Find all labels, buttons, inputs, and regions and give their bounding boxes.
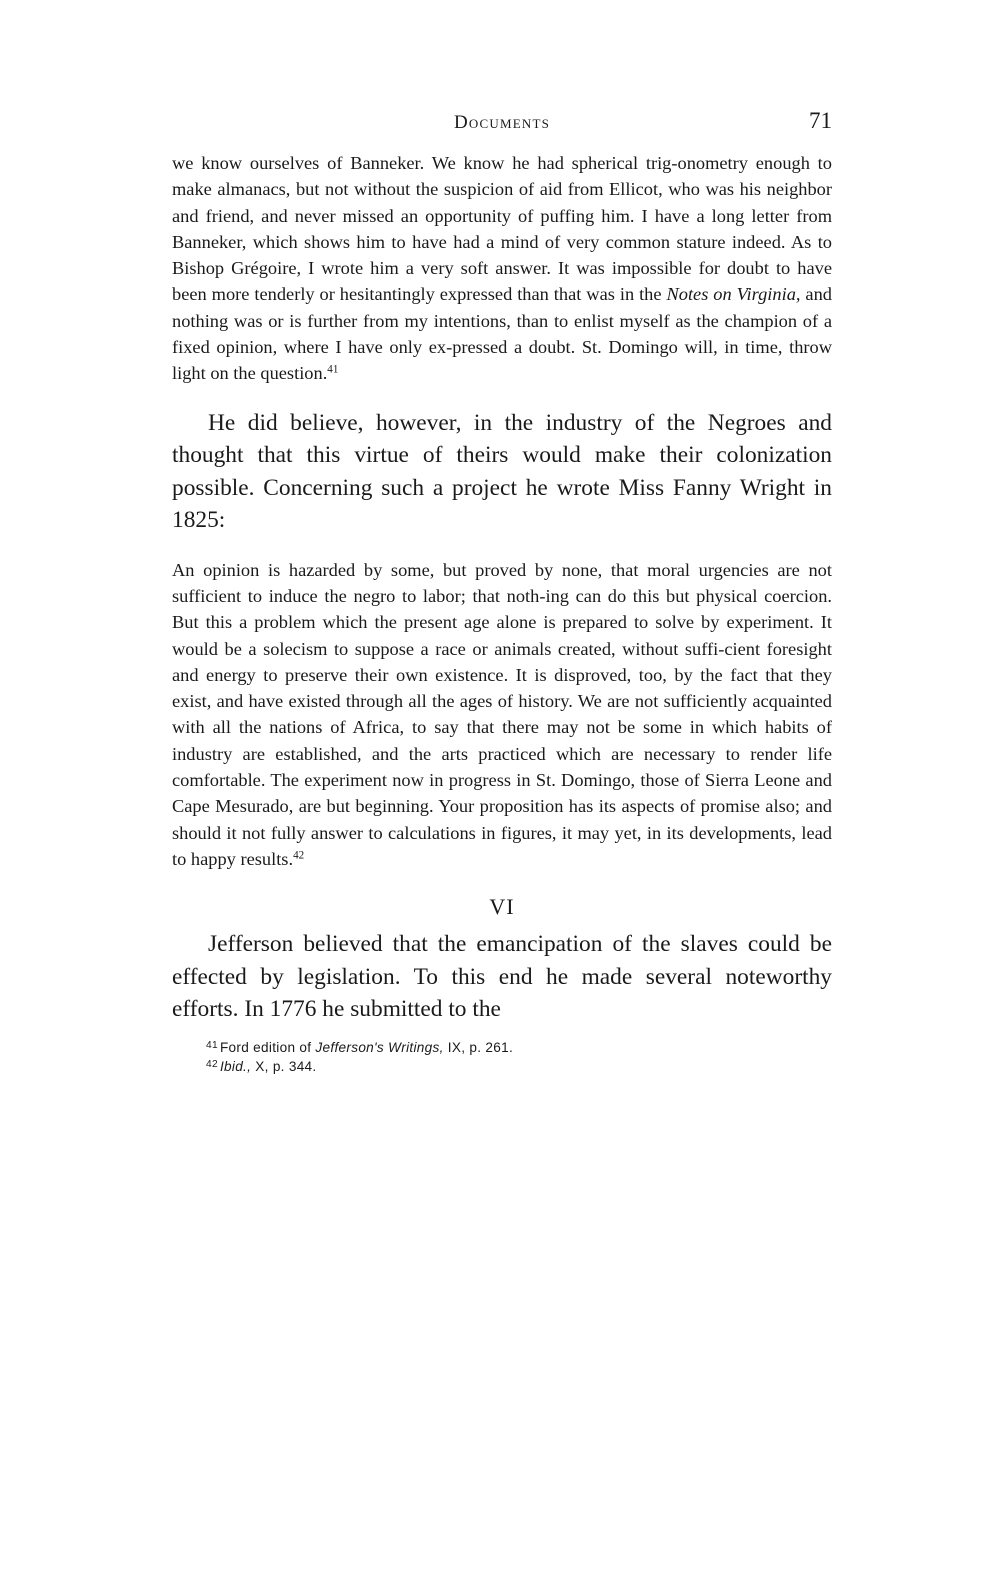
page-number: 71 — [809, 108, 832, 133]
block-quote-fanny-wright — [172, 557, 832, 873]
quote-italic-title: Notes on Virginia, — [666, 284, 801, 305]
document-page — [172, 108, 832, 1076]
body-paragraph-industry: He did believe, however, in the industry of the Negroes and thought that this virtue of theirs would make their colonization possible. Concerning such a project he wrote Miss Fanny Wright in 1825: — [172, 409, 832, 534]
quote-text: An opinion is hazarded by some, but proved by none, that moral urgencies are not sufficient to induce the negro to labor; that noth-ing can do this but physical coercion. But this a problem which the present age alone is prepared to solve by experiment. It would be a solecism to suppose a race or animals created, without suffi-cient foresight and energy to preserve their own existence. It is disproved, too, by the fact that they exist, and have existed through all the ages of history. We are not sufficiently acquainted with all the nations of Africa, to say that there may not be some in which habits of industry are established, and the arts practiced which are necessary to render life comfortable. The experiment now in progress in St. Domingo, those of Sierra Leone and Cape Mesurado, are but beginning. Your proposition has its aspects of promise also; and should it not fully answer to calculations in figures, it may yet, in its developments, lead to happy results. — [172, 559, 832, 869]
footnote-number: 42 — [206, 1059, 218, 1071]
footnotes — [172, 1038, 832, 1076]
footnote-number: 41 — [206, 1040, 218, 1052]
section-heading: VI — [489, 894, 515, 920]
footnote-41 — [206, 1038, 832, 1057]
footnote-suffix: IX, p. 261. — [443, 1039, 514, 1055]
footnote-italic: Ibid., — [219, 1058, 252, 1074]
footnote-prefix: Ford edition of — [219, 1039, 316, 1055]
footnote-suffix: X, p. 344. — [251, 1058, 317, 1074]
quote-text-part-1: we know ourselves of Banneker. We know he had spherical trig-onometry enough to make almanacs, but not without the suspicion of aid from Ellicot, who was his neighbor and friend, and never missed an opportunity of puffing him. I have a long letter from Banneker, which shows him to have had a mind of very common stature indeed. As to Bishop Grégoire, I wrote him a very soft answer. It was impossible for doubt to have been more tenderly or hesitantingly expressed than that was in the — [172, 153, 832, 305]
quote-text-part-2: and nothing was or is further from my intentions, than to enlist myself as the champion of a fixed opinion, where I have only ex-pressed a doubt. St. Domingo will, in time, throw light on the question. — [172, 284, 832, 384]
running-title: Documents — [453, 112, 551, 133]
running-header — [172, 108, 832, 144]
footnote-ref-41: 41 — [327, 363, 339, 376]
footnote-42 — [206, 1057, 832, 1076]
footnote-italic: Jefferson's Writings, — [315, 1039, 444, 1055]
body-paragraph-emancipation: Jefferson believed that the emancipation of the slaves could be effected by legislation. To this end he made several noteworthy efforts. In 1776 he submitted to the — [172, 931, 832, 1023]
block-quote-banneker — [172, 150, 832, 387]
footnote-ref-42: 42 — [293, 849, 305, 862]
